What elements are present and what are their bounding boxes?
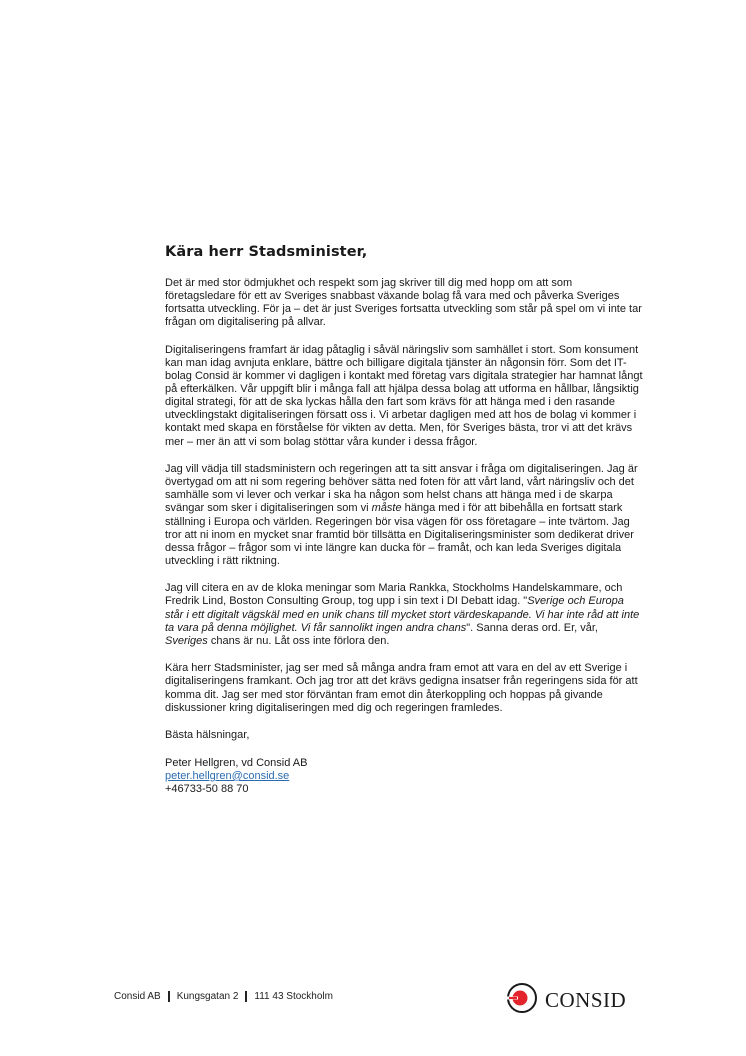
signer-name: Peter Hellgren, vd Consid AB — [165, 756, 308, 769]
consid-logo — [505, 981, 626, 1020]
letter-body — [165, 244, 643, 796]
paragraph-4-text-b: ". Sanna deras ord. Er, vår, — [466, 621, 598, 634]
paragraph-4-text-a: Jag vill citera en av de kloka meningar som Maria Rankka, Stockholms Handelskammare, och Fredrik Lind, Boston Consulting Group, tog upp i sin text i DI Debatt idag. " — [165, 582, 623, 608]
letter-salutation: Kära herr Stadsminister, — [165, 244, 368, 260]
logo-wordmark: CONSID — [545, 988, 627, 1012]
paragraph-5: Kära herr Stadsminister, jag ser med så många andra fram emot att vara en del av ett Sverige i digitaliseringens framkant. Och jag tror att det krävs gedigna insatser från regeringens sida för att komma dit. Jag ser med stor förväntan fram emot din återkoppling och hoppas på givande diskussioner kring digitaliseringen med dig och regeringen framledes. — [165, 662, 638, 714]
paragraph-4 — [165, 582, 643, 647]
footer-company: Consid AB — [114, 991, 161, 1002]
signature-block — [165, 757, 643, 796]
footer-street: Kungsgatan 2 — [176, 991, 239, 1002]
footer-divider — [245, 991, 247, 1002]
paragraph-4-text-c: chans är nu. Låt oss inte förlora den. — [207, 634, 390, 647]
email-link[interactable]: peter.hellgren@consid.se — [165, 769, 290, 782]
phone-number: +46733-50 88 70 — [165, 783, 249, 795]
paragraph-1: Det är med stor ödmjukhet och respekt som jag skriver till dig med hopp om att som företagsledare för ett av Sveriges snabbast växande bolag få vara med och påverka Sveriges fortsatta utveckling. För ja – det är just Sveriges fortsatta utveckling som står på spel om vi inte tar frågan om digitalisering på allvar. — [165, 277, 642, 329]
paragraph-3-text-b: hänga med i för att bibehålla en fortsatt stark ställning i Europa och världen. Regeringen bör visa vägen för oss företagare – inte tvärtom. Jag tror att ni inom en mycket snar framtid bör tillsätta en Digitaliseringsminister som dedikerat driver dessa frågor – frågor som vi inte längre kan ducka för – framåt, och kan leda Sveriges digitala utveckling i rätt riktning. — [165, 502, 634, 567]
footer-divider — [168, 991, 170, 1002]
paragraph-3 — [165, 463, 643, 568]
closing-line: Bästa hälsningar, — [165, 729, 250, 742]
paragraph-3-emphasis: måste — [371, 502, 402, 515]
consid-logo-icon — [505, 981, 539, 1020]
paragraph-4-emphasis: Sveriges — [165, 634, 208, 647]
footer-address — [114, 991, 333, 1002]
footer-city: 111 43 Stockholm — [254, 991, 333, 1002]
paragraph-3-text-a: Jag vill vädja till stadsministern och regeringen att ta sitt ansvar i fråga om digitaliseringen. Jag är övertygad om att ni som regering behöver sätta ned foten för att vårt land, vårt näringsliv och det samhälle som vi lever och verkar i ska ha någon som helst chans att hänga med i de skarpa svängar som sker i digitaliseringen som vi — [165, 463, 638, 515]
paragraph-2: Digitaliseringens framfart är idag påtaglig i såväl näringsliv som samhället i stort. Som konsument kan man idag avnjuta enklare, bättre och billigare digitala tjänster än någonsin förr. Som det IT-bolag Consid är kommer vi dagligen i kontakt med företag vars digitala strategier har hamnat långt på efterkälken. Vår uppgift blir i många fall att hjälpa dessa bolag att utforma en hållbar, långsiktig digital strategi, för att de ska lyckas hålla den fart som krävs för att hänga med i den rasande utvecklingstakt digitaliseringen försatt oss i. Vi arbetar dagligen med att hos de bolag vi kommer i kontakt med skapa en förståelse för vikten av detta. Men, för Sveriges bästa, tror vi att det krävs mer – mer än att vi som bolag stöttar våra kunder i dessa frågor. — [165, 343, 643, 448]
paragraph-4-quote: Sverige och Europa står i ett digitalt vägskäl med en unik chans till mycket stort värdeskapande. Vi har inte råd att inte ta vara på denna möjlighet. Vi får sannolikt ingen andra chans — [165, 595, 640, 634]
